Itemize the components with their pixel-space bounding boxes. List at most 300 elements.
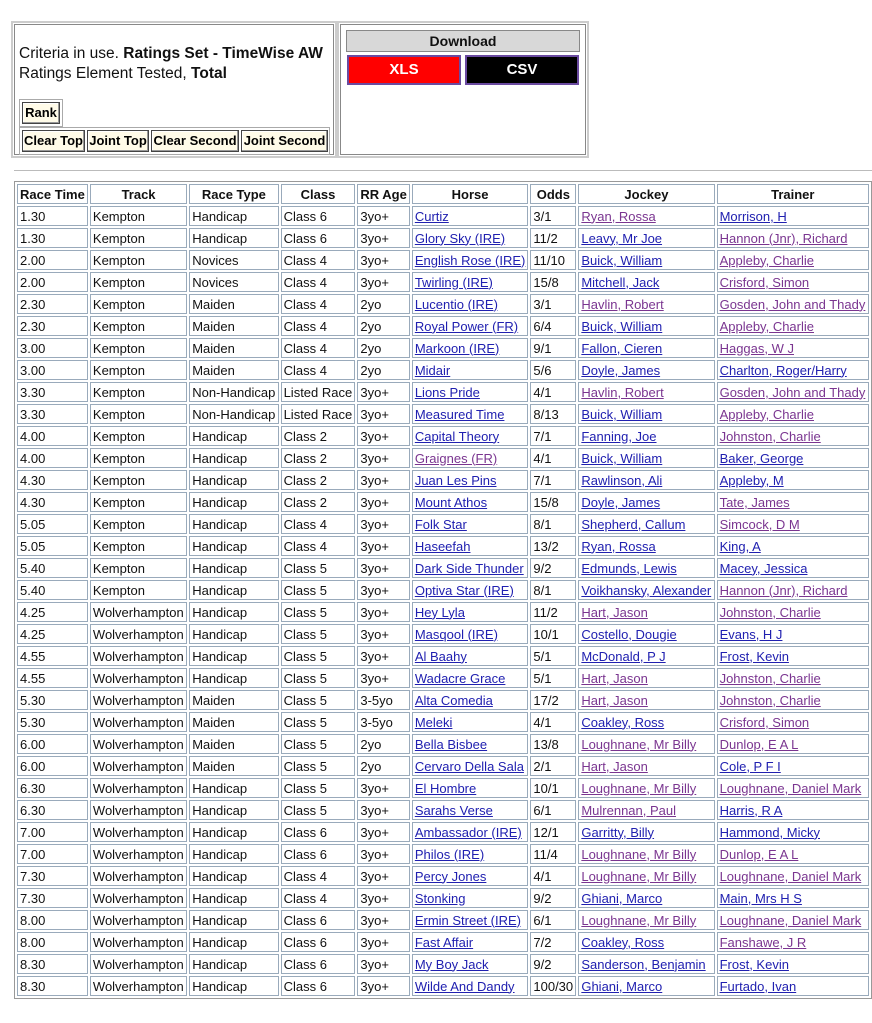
table-row: [17, 272, 869, 292]
race-type-cell: Handicap: [189, 976, 278, 996]
horse-cell: [412, 712, 529, 732]
table-header-row: [17, 184, 869, 204]
trainer-link[interactable]: Loughnane, Daniel Mark: [719, 868, 862, 884]
trainer-cell: [717, 756, 869, 776]
header-track[interactable]: Track: [90, 184, 187, 204]
jockey-link[interactable]: Ryan, Rossa: [581, 538, 656, 554]
rr-age-cell: 3yo+: [357, 844, 409, 864]
race-time-cell: 1.30: [17, 228, 88, 248]
class-cell: Class 5: [281, 756, 356, 776]
header-race-type[interactable]: Race Type: [189, 184, 278, 204]
table-row: [17, 448, 869, 468]
jockey-link[interactable]: Loughnane, Mr Billy: [581, 846, 697, 862]
track-cell: Wolverhampton: [90, 712, 187, 732]
jockey-cell: [578, 866, 714, 886]
horse-link[interactable]: El Hombre: [414, 780, 477, 796]
race-type-cell: Handicap: [189, 822, 278, 842]
table-row: [17, 646, 869, 666]
race-time-cell: 7.00: [17, 822, 88, 842]
race-type-cell: Handicap: [189, 536, 278, 556]
horse-link[interactable]: Lions Pride: [414, 384, 480, 400]
header-jockey[interactable]: Jockey: [578, 184, 714, 204]
table-row: [17, 558, 869, 578]
odds-cell: 9/2: [530, 954, 576, 974]
jockey-link[interactable]: Hart, Jason: [581, 604, 648, 620]
jockey-cell: [578, 558, 714, 578]
trainer-link[interactable]: Gosden, John and Thady: [719, 384, 866, 400]
horse-link[interactable]: Curtiz: [414, 208, 449, 224]
horse-cell: [412, 360, 529, 380]
joint-top-button[interactable]: Joint Top: [87, 130, 149, 152]
odds-cell: 3/1: [530, 294, 576, 314]
race-type-cell: Handicap: [189, 228, 278, 248]
rr-age-cell: 3yo+: [357, 206, 409, 226]
rr-age-cell: 3yo+: [357, 624, 409, 644]
race-time-cell: 7.00: [17, 844, 88, 864]
jockey-link[interactable]: Edmunds, Lewis: [581, 560, 677, 576]
race-time-cell: 7.30: [17, 888, 88, 908]
trainer-link[interactable]: Hannon (Jnr), Richard: [719, 582, 848, 598]
track-cell: Kempton: [90, 316, 187, 336]
race-type-cell: Maiden: [189, 338, 278, 358]
trainer-link[interactable]: Appleby, Charlie: [719, 318, 814, 334]
jockey-link[interactable]: Voikhansky, Alexander: [581, 582, 712, 598]
jockey-link[interactable]: Fallon, Cieren: [581, 340, 663, 356]
horse-cell: [412, 888, 529, 908]
jockey-cell: [578, 800, 714, 820]
rr-age-cell: 3yo+: [357, 448, 409, 468]
horse-link[interactable]: Cervaro Della Sala: [414, 758, 524, 774]
track-cell: Wolverhampton: [90, 624, 187, 644]
odds-cell: 13/2: [530, 536, 576, 556]
horse-link[interactable]: Meleki: [414, 714, 453, 730]
trainer-link[interactable]: Appleby, Charlie: [719, 252, 814, 268]
jockey-link[interactable]: Havlin, Robert: [581, 296, 664, 312]
table-row: [17, 734, 869, 754]
trainer-link[interactable]: Crisford, Simon: [719, 714, 810, 730]
trainer-link[interactable]: Crisford, Simon: [719, 274, 810, 290]
odds-cell: 4/1: [530, 382, 576, 402]
trainer-link[interactable]: Frost, Kevin: [719, 648, 789, 664]
table-row: [17, 976, 869, 996]
trainer-cell: [717, 206, 869, 226]
class-cell: Class 5: [281, 690, 356, 710]
table-row: [17, 602, 869, 622]
class-cell: Class 2: [281, 492, 356, 512]
class-cell: Class 4: [281, 360, 356, 380]
horse-link[interactable]: Mount Athos: [414, 494, 488, 510]
table-row: [17, 932, 869, 952]
results-table: [14, 181, 872, 999]
race-type-cell: Handicap: [189, 778, 278, 798]
horse-link[interactable]: Optiva Star (IRE): [414, 582, 514, 598]
header-trainer[interactable]: Trainer: [717, 184, 869, 204]
trainer-cell: [717, 602, 869, 622]
clear-second-button[interactable]: Clear Second: [151, 130, 239, 152]
trainer-link[interactable]: Appleby, Charlie: [719, 406, 814, 422]
race-type-cell: Maiden: [189, 294, 278, 314]
trainer-link[interactable]: King, A: [719, 538, 761, 554]
race-time-cell: 4.55: [17, 646, 88, 666]
jockey-link[interactable]: Rawlinson, Ali: [581, 472, 663, 488]
horse-link[interactable]: Philos (IRE): [414, 846, 485, 862]
odds-cell: 7/1: [530, 426, 576, 446]
jockey-link[interactable]: Loughnane, Mr Billy: [581, 736, 697, 752]
horse-cell: [412, 602, 529, 622]
jockey-cell: [578, 426, 714, 446]
horse-link[interactable]: Dark Side Thunder: [414, 560, 524, 576]
jockey-link[interactable]: Fanning, Joe: [581, 428, 657, 444]
odds-cell: 7/2: [530, 932, 576, 952]
criteria-line2-prefix: Ratings Element Tested,: [19, 65, 187, 82]
horse-link[interactable]: Stonking: [414, 890, 466, 906]
jockey-link[interactable]: Ryan, Rossa: [581, 208, 656, 224]
jockey-link[interactable]: Mitchell, Jack: [581, 274, 660, 290]
odds-cell: 13/8: [530, 734, 576, 754]
race-type-cell: Handicap: [189, 426, 278, 446]
trainer-link[interactable]: Dunlop, E A L: [719, 736, 799, 752]
jockey-cell: [578, 822, 714, 842]
class-cell: Class 5: [281, 668, 356, 688]
race-time-cell: 6.00: [17, 734, 88, 754]
odds-cell: 6/1: [530, 910, 576, 930]
class-cell: Class 5: [281, 734, 356, 754]
track-cell: Kempton: [90, 492, 187, 512]
trainer-link[interactable]: Hammond, Micky: [719, 824, 820, 840]
race-time-cell: 1.30: [17, 206, 88, 226]
trainer-link[interactable]: Johnston, Charlie: [719, 670, 821, 686]
rr-age-cell: 3yo+: [357, 800, 409, 820]
trainer-cell: [717, 976, 869, 996]
table-row: [17, 910, 869, 930]
horse-cell: [412, 206, 529, 226]
track-cell: Wolverhampton: [90, 756, 187, 776]
jockey-link[interactable]: Shepherd, Callum: [581, 516, 686, 532]
horse-cell: [412, 800, 529, 820]
odds-cell: 11/4: [530, 844, 576, 864]
odds-cell: 4/1: [530, 448, 576, 468]
trainer-link[interactable]: Evans, H J: [719, 626, 783, 642]
joint-second-button[interactable]: Joint Second: [241, 130, 328, 152]
horse-cell: [412, 536, 529, 556]
jockey-link[interactable]: Loughnane, Mr Billy: [581, 912, 697, 928]
race-time-cell: 3.00: [17, 360, 88, 380]
rr-age-cell: 2yo: [357, 316, 409, 336]
race-time-cell: 2.30: [17, 316, 88, 336]
track-cell: Kempton: [90, 294, 187, 314]
trainer-cell: [717, 536, 869, 556]
track-cell: Kempton: [90, 404, 187, 424]
table-row: [17, 800, 869, 820]
horse-link[interactable]: Folk Star: [414, 516, 467, 532]
track-cell: Kempton: [90, 448, 187, 468]
jockey-link[interactable]: Coakley, Ross: [581, 934, 665, 950]
trainer-cell: [717, 800, 869, 820]
rr-age-cell: 3yo+: [357, 866, 409, 886]
jockey-link[interactable]: Hart, Jason: [581, 692, 648, 708]
trainer-cell: [717, 470, 869, 490]
odds-cell: 15/8: [530, 492, 576, 512]
race-time-cell: 8.00: [17, 932, 88, 952]
class-cell: Class 6: [281, 228, 356, 248]
horse-link[interactable]: Lucentio (IRE): [414, 296, 498, 312]
horse-link[interactable]: Percy Jones: [414, 868, 487, 884]
table-row: [17, 888, 869, 908]
rr-age-cell: 2yo: [357, 360, 409, 380]
trainer-link[interactable]: Johnston, Charlie: [719, 604, 821, 620]
rr-age-cell: 3yo+: [357, 888, 409, 908]
class-cell: Class 2: [281, 470, 356, 490]
horse-link[interactable]: Graignes (FR): [414, 450, 498, 466]
trainer-cell: [717, 272, 869, 292]
rr-age-cell: 2yo: [357, 756, 409, 776]
trainer-link[interactable]: Harris, R A: [719, 802, 783, 818]
horse-link[interactable]: Midair: [414, 362, 451, 378]
class-cell: Class 4: [281, 514, 356, 534]
table-row: [17, 228, 869, 248]
header-horse[interactable]: Horse: [412, 184, 529, 204]
horse-link[interactable]: Bella Bisbee: [414, 736, 488, 752]
trainer-link[interactable]: Johnston, Charlie: [719, 428, 821, 444]
rr-age-cell: 3-5yo: [357, 712, 409, 732]
track-cell: Kempton: [90, 558, 187, 578]
trainer-cell: [717, 492, 869, 512]
horse-cell: [412, 514, 529, 534]
race-type-cell: Handicap: [189, 448, 278, 468]
trainer-cell: [717, 624, 869, 644]
clear-top-button[interactable]: Clear Top: [22, 130, 85, 152]
horse-link[interactable]: Capital Theory: [414, 428, 500, 444]
odds-cell: 10/1: [530, 624, 576, 644]
trainer-link[interactable]: Johnston, Charlie: [719, 692, 821, 708]
trainer-cell: [717, 338, 869, 358]
jockey-link[interactable]: Leavy, Mr Joe: [581, 230, 663, 246]
trainer-cell: [717, 448, 869, 468]
jockey-link[interactable]: McDonald, P J: [581, 648, 666, 664]
odds-cell: 100/30: [530, 976, 576, 996]
trainer-link[interactable]: Frost, Kevin: [719, 956, 789, 972]
race-type-cell: Handicap: [189, 910, 278, 930]
race-type-cell: Handicap: [189, 558, 278, 578]
jockey-link[interactable]: Hart, Jason: [581, 670, 648, 686]
horse-link[interactable]: Al Baahy: [414, 648, 467, 664]
trainer-cell: [717, 294, 869, 314]
header-class[interactable]: Class: [281, 184, 356, 204]
jockey-link[interactable]: Hart, Jason: [581, 758, 648, 774]
download-panel: [340, 24, 586, 155]
horse-link[interactable]: Masqool (IRE): [414, 626, 498, 642]
trainer-link[interactable]: Haggas, W J: [719, 340, 794, 356]
horse-link[interactable]: Fast Affair: [414, 934, 474, 950]
jockey-link[interactable]: Sanderson, Benjamin: [581, 956, 706, 972]
track-cell: Wolverhampton: [90, 888, 187, 908]
class-cell: Class 5: [281, 624, 356, 644]
horse-link[interactable]: Wadacre Grace: [414, 670, 506, 686]
class-cell: Class 4: [281, 536, 356, 556]
odds-cell: 5/1: [530, 668, 576, 688]
trainer-link[interactable]: Gosden, John and Thady: [719, 296, 866, 312]
track-cell: Wolverhampton: [90, 844, 187, 864]
trainer-link[interactable]: Tate, James: [719, 494, 790, 510]
jockey-link[interactable]: Mulrennan, Paul: [581, 802, 677, 818]
jockey-link[interactable]: Doyle, James: [581, 362, 661, 378]
trainer-cell: [717, 360, 869, 380]
trainer-link[interactable]: Cole, P F I: [719, 758, 781, 774]
race-time-cell: 4.30: [17, 470, 88, 490]
trainer-link[interactable]: Baker, George: [719, 450, 804, 466]
trainer-link[interactable]: Charlton, Roger/Harry: [719, 362, 847, 378]
trainer-link[interactable]: Main, Mrs H S: [719, 890, 802, 906]
horse-cell: [412, 668, 529, 688]
trainer-cell: [717, 778, 869, 798]
jockey-link[interactable]: Buick, William: [581, 450, 663, 466]
trainer-link[interactable]: Morrison, H: [719, 208, 787, 224]
trainer-cell: [717, 910, 869, 930]
track-cell: Kempton: [90, 272, 187, 292]
horse-cell: [412, 866, 529, 886]
horse-cell: [412, 822, 529, 842]
header-rr-age[interactable]: RR Age: [357, 184, 409, 204]
class-cell: Class 5: [281, 646, 356, 666]
track-cell: Kempton: [90, 228, 187, 248]
jockey-cell: [578, 756, 714, 776]
horse-link[interactable]: Markoon (IRE): [414, 340, 500, 356]
table-row: [17, 866, 869, 886]
trainer-link[interactable]: Simcock, D M: [719, 516, 800, 532]
table-row: [17, 536, 869, 556]
table-row: [17, 338, 869, 358]
horse-link[interactable]: English Rose (IRE): [414, 252, 526, 268]
class-cell: Class 4: [281, 338, 356, 358]
jockey-cell: [578, 712, 714, 732]
race-type-cell: Maiden: [189, 712, 278, 732]
class-cell: Class 5: [281, 778, 356, 798]
trainer-link[interactable]: Macey, Jessica: [719, 560, 808, 576]
race-type-cell: Handicap: [189, 206, 278, 226]
download-xls-button[interactable]: XLS: [347, 55, 461, 85]
odds-cell: 2/1: [530, 756, 576, 776]
class-cell: Class 5: [281, 580, 356, 600]
table-row: [17, 844, 869, 864]
race-time-cell: 2.30: [17, 294, 88, 314]
trainer-cell: [717, 668, 869, 688]
trainer-cell: [717, 646, 869, 666]
horse-link[interactable]: Wilde And Dandy: [414, 978, 515, 994]
horse-link[interactable]: Ambassador (IRE): [414, 824, 522, 840]
track-cell: Wolverhampton: [90, 734, 187, 754]
trainer-link[interactable]: Fanshawe, J R: [719, 934, 807, 950]
trainer-link[interactable]: Loughnane, Daniel Mark: [719, 912, 862, 928]
horse-link[interactable]: Twirling (IRE): [414, 274, 493, 290]
jockey-link[interactable]: Ghiani, Marco: [581, 890, 663, 906]
jockey-cell: [578, 316, 714, 336]
jockey-cell: [578, 338, 714, 358]
horse-link[interactable]: Sarahs Verse: [414, 802, 493, 818]
table-row: [17, 668, 869, 688]
horse-link[interactable]: Ermin Street (IRE): [414, 912, 522, 928]
jockey-cell: [578, 668, 714, 688]
horse-link[interactable]: Haseefah: [414, 538, 471, 554]
jockey-link[interactable]: Buick, William: [581, 318, 663, 334]
jockey-link[interactable]: Loughnane, Mr Billy: [581, 780, 697, 796]
jockey-link[interactable]: Coakley, Ross: [581, 714, 665, 730]
race-time-cell: 7.30: [17, 866, 88, 886]
jockey-cell: [578, 888, 714, 908]
table-row: [17, 470, 869, 490]
jockey-link[interactable]: Costello, Dougie: [581, 626, 677, 642]
track-cell: Kempton: [90, 360, 187, 380]
race-type-cell: Novices: [189, 250, 278, 270]
odds-cell: 12/1: [530, 822, 576, 842]
race-type-cell: Handicap: [189, 866, 278, 886]
race-type-cell: Handicap: [189, 888, 278, 908]
race-time-cell: 5.40: [17, 580, 88, 600]
trainer-link[interactable]: Dunlop, E A L: [719, 846, 799, 862]
rank-button[interactable]: Rank: [22, 102, 60, 124]
horse-link[interactable]: My Boy Jack: [414, 956, 489, 972]
horse-link[interactable]: Juan Les Pins: [414, 472, 497, 488]
rr-age-cell: 3yo+: [357, 558, 409, 578]
trainer-cell: [717, 514, 869, 534]
jockey-link[interactable]: Loughnane, Mr Billy: [581, 868, 697, 884]
race-time-cell: 8.30: [17, 976, 88, 996]
horse-cell: [412, 580, 529, 600]
odds-cell: 4/1: [530, 712, 576, 732]
jockey-link[interactable]: Ghiani, Marco: [581, 978, 663, 994]
odds-cell: 8/1: [530, 514, 576, 534]
race-type-cell: Handicap: [189, 514, 278, 534]
header-race-time[interactable]: Race Time: [17, 184, 88, 204]
jockey-link[interactable]: Buick, William: [581, 252, 663, 268]
horse-cell: [412, 448, 529, 468]
trainer-link[interactable]: Loughnane, Daniel Mark: [719, 780, 862, 796]
trainer-cell: [717, 888, 869, 908]
trainer-link[interactable]: Furtado, Ivan: [719, 978, 797, 994]
jockey-link[interactable]: Garritty, Billy: [581, 824, 655, 840]
class-cell: Listed Race: [281, 382, 356, 402]
race-time-cell: 5.05: [17, 536, 88, 556]
horse-link[interactable]: Measured Time: [414, 406, 505, 422]
horse-link[interactable]: Glory Sky (IRE): [414, 230, 506, 246]
jockey-cell: [578, 404, 714, 424]
jockey-link[interactable]: Havlin, Robert: [581, 384, 664, 400]
horse-cell: [412, 646, 529, 666]
header-odds[interactable]: Odds: [530, 184, 576, 204]
rr-age-cell: 3yo+: [357, 250, 409, 270]
jockey-cell: [578, 624, 714, 644]
horse-link[interactable]: Royal Power (FR): [414, 318, 519, 334]
download-csv-button[interactable]: CSV: [465, 55, 579, 85]
horse-cell: [412, 844, 529, 864]
track-cell: Wolverhampton: [90, 976, 187, 996]
race-time-cell: 5.30: [17, 690, 88, 710]
rr-age-cell: 3-5yo: [357, 690, 409, 710]
horse-cell: [412, 624, 529, 644]
race-time-cell: 4.25: [17, 624, 88, 644]
horse-link[interactable]: Alta Comedia: [414, 692, 493, 708]
jockey-link[interactable]: Doyle, James: [581, 494, 661, 510]
trainer-link[interactable]: Hannon (Jnr), Richard: [719, 230, 848, 246]
table-row: [17, 514, 869, 534]
horse-cell: [412, 426, 529, 446]
trainer-link[interactable]: Appleby, M: [719, 472, 784, 488]
horse-link[interactable]: Hey Lyla: [414, 604, 465, 620]
rr-age-cell: 3yo+: [357, 778, 409, 798]
rr-age-cell: 3yo+: [357, 536, 409, 556]
jockey-link[interactable]: Buick, William: [581, 406, 663, 422]
odds-cell: 11/10: [530, 250, 576, 270]
rr-age-cell: 3yo+: [357, 646, 409, 666]
